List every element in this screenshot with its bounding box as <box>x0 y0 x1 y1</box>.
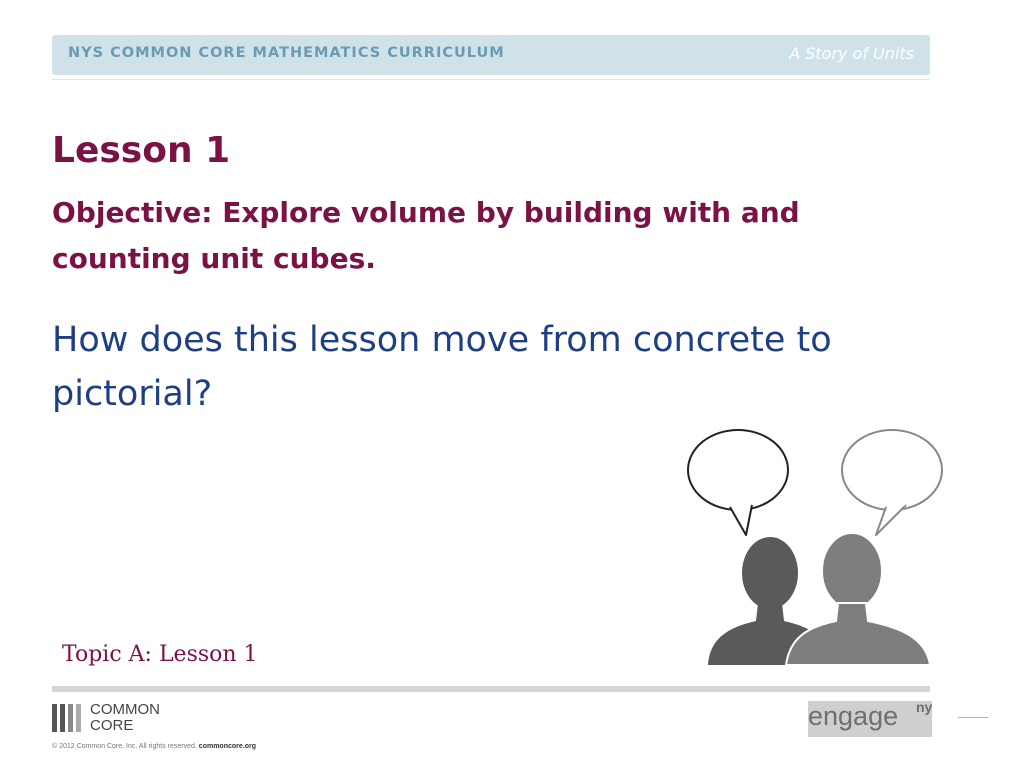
common-core-wordmark <box>90 702 160 734</box>
footer-divider <box>52 686 930 692</box>
speech-bubble-icon <box>842 430 942 535</box>
engage-ny-superscript: ny <box>916 699 933 715</box>
header-bar <box>52 35 930 75</box>
series-label: A Story of Units <box>789 44 914 63</box>
lesson-title: Lesson 1 <box>52 130 231 171</box>
person-silhouette-icon <box>786 533 930 665</box>
accent-line <box>958 717 988 718</box>
question-line-2: pictorial? <box>52 374 213 414</box>
header-divider <box>52 79 930 80</box>
logo-line-2: CORE <box>90 717 134 734</box>
objective-line-2: counting unit cubes. <box>52 242 376 275</box>
engageny-logo <box>808 701 932 737</box>
objective-line-1: Objective: Explore volume by building with and <box>52 196 800 229</box>
curriculum-label: NYS COMMON CORE MATHEMATICS CURRICULUM <box>68 45 505 61</box>
copyright-notice <box>52 743 256 750</box>
objective-text <box>52 190 912 282</box>
discussion-icon <box>680 425 950 670</box>
discussion-question <box>52 313 912 421</box>
topic-label: Topic A: Lesson 1 <box>62 642 258 667</box>
copyright-site: commoncore.org <box>198 743 256 750</box>
question-line-1: How does this lesson move from concrete to <box>52 320 832 360</box>
speech-bubble-icon <box>688 430 788 535</box>
copyright-text: © 2012 Common Core, Inc. All rights reserved. <box>52 743 197 750</box>
engage-wordmark: engage <box>808 701 899 731</box>
logo-line-1: COMMON <box>90 701 160 718</box>
